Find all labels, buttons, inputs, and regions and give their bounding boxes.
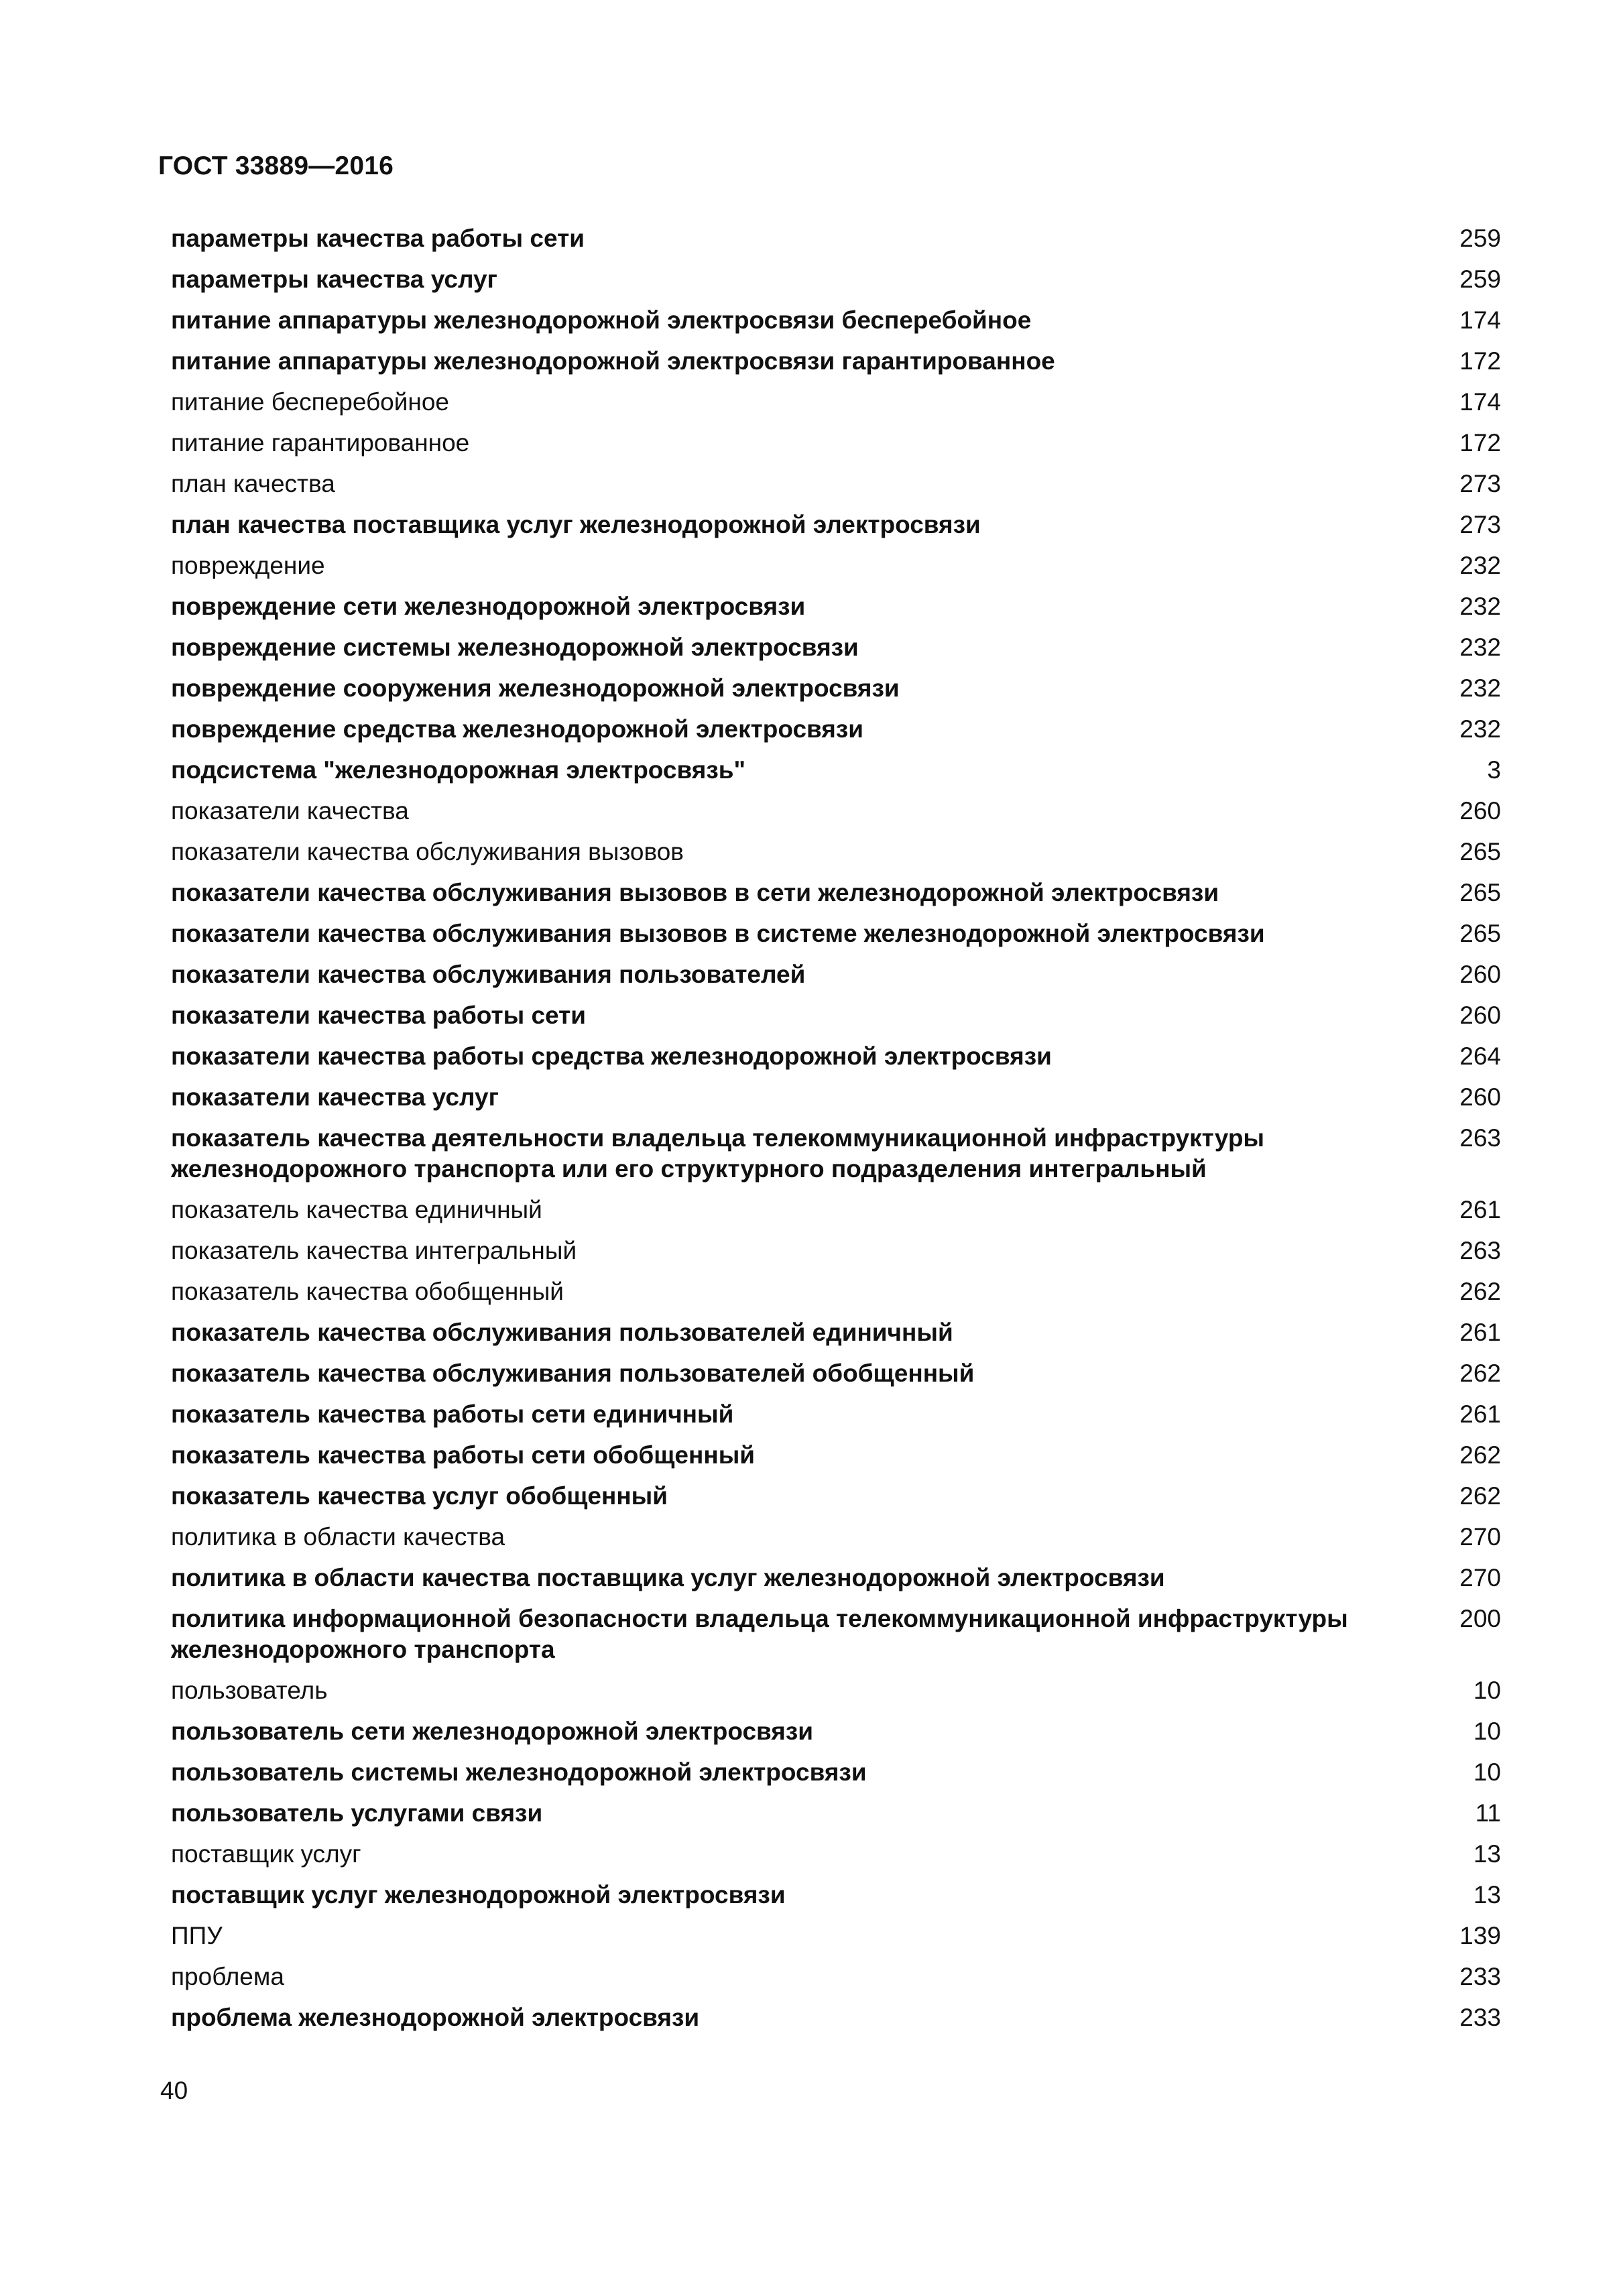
index-page-ref: 232 (1459, 715, 1501, 743)
index-entry (171, 1082, 1501, 1123)
index-term: питание бесперебойное (171, 388, 450, 416)
index-term: повреждение сети железнодорожной электросвязи (171, 593, 806, 620)
index-page-ref: 263 (1459, 1124, 1501, 1152)
index-page-ref: 261 (1459, 1196, 1501, 1223)
index-page-ref: 273 (1459, 511, 1501, 538)
index-term: проблема железнодорожной электросвязи (171, 2004, 700, 2031)
index-entry (171, 469, 1501, 509)
index-entry (171, 1440, 1501, 1481)
index-term: питание гарантированное (171, 429, 470, 457)
index-entry (171, 1000, 1501, 1041)
index-term: повреждение сооружения железнодорожной электросвязи (171, 674, 900, 702)
index-term: показатели качества обслуживания вызовов в сети железнодорожной электросвязи (171, 879, 1219, 906)
index-page-ref: 273 (1459, 470, 1501, 497)
index-entry (171, 1195, 1501, 1235)
index-term: пользователь системы железнодорожной электросвязи (171, 1758, 867, 1786)
index-page-ref: 10 (1473, 1677, 1501, 1704)
index-page-ref: 233 (1459, 1963, 1501, 1990)
index-page-ref: 260 (1459, 961, 1501, 988)
index-page-ref: 174 (1459, 306, 1501, 334)
index-page-ref: 262 (1459, 1482, 1501, 1510)
index-term: план качества (171, 470, 335, 497)
index-page-ref: 233 (1459, 2004, 1501, 2031)
index-entry (171, 959, 1501, 1000)
page-number: 40 (160, 2077, 188, 2104)
index-term: показатели качества обслуживания пользователей (171, 961, 806, 988)
index-page-ref: 264 (1459, 1042, 1501, 1070)
index-term: питание аппаратуры железнодорожной электросвязи гарантированное (171, 347, 1055, 375)
index-entry (171, 1522, 1501, 1563)
index-entry (171, 509, 1501, 550)
index-entry (171, 1276, 1501, 1317)
index-page-ref: 260 (1459, 1002, 1501, 1029)
index-page-ref: 200 (1459, 1605, 1501, 1632)
index-entry (171, 673, 1501, 714)
index-page-ref: 265 (1459, 920, 1501, 947)
index-term: политика информационной безопасности владельца телекоммуникационной инфраструктуры железнодорожного транспорта (171, 1605, 1348, 1663)
index-term: политика в области качества поставщика услуг железнодорожной электросвязи (171, 1564, 1165, 1591)
index-entry (171, 1604, 1501, 1675)
index-entry (171, 1675, 1501, 1716)
index-term: политика в области качества (171, 1523, 505, 1551)
document-header: ГОСТ 33889—2016 (158, 152, 394, 180)
index-entry (171, 2002, 1501, 2043)
index-page-ref: 10 (1473, 1717, 1501, 1745)
index-page-ref: 270 (1459, 1564, 1501, 1591)
index-page-ref: 11 (1475, 1799, 1501, 1827)
index-term: повреждение средства железнодорожной электросвязи (171, 715, 864, 743)
index-entry (171, 714, 1501, 755)
index-entry (171, 591, 1501, 632)
index-term: показатели качества обслуживания вызовов (171, 838, 684, 865)
index-term: повреждение системы железнодорожной электросвязи (171, 633, 859, 661)
index-page-ref: 172 (1459, 429, 1501, 457)
index-page-ref: 232 (1459, 633, 1501, 661)
index-term: параметры качества услуг (171, 265, 497, 293)
index-page-ref: 265 (1459, 838, 1501, 865)
index-entry (171, 346, 1501, 387)
index-term: показатель качества обслуживания пользователей обобщенный (171, 1360, 975, 1387)
index-entry (171, 1399, 1501, 1440)
index-page-ref: 265 (1459, 879, 1501, 906)
index-page-ref: 263 (1459, 1237, 1501, 1264)
index-term: план качества поставщика услуг железнодорожной электросвязи (171, 511, 981, 538)
index-page-ref: 261 (1459, 1400, 1501, 1428)
index-term: пользователь (171, 1677, 328, 1704)
index-term: параметры качества работы сети (171, 225, 585, 252)
index-term: показатель качества услуг обобщенный (171, 1482, 668, 1510)
index-entry (171, 837, 1501, 878)
index-page-ref: 3 (1487, 756, 1501, 784)
index-page-ref: 13 (1473, 1881, 1501, 1909)
index-entry (171, 264, 1501, 305)
index-entry (171, 918, 1501, 959)
index-entry (171, 1041, 1501, 1082)
index-page-ref: 232 (1459, 593, 1501, 620)
index-entry (171, 632, 1501, 673)
index-term: повреждение (171, 552, 325, 579)
index-term: показатель качества обобщенный (171, 1278, 564, 1305)
index-entry (171, 305, 1501, 346)
index-entry (171, 1481, 1501, 1522)
index-term: показатели качества работы сети (171, 1002, 587, 1029)
index-page-ref: 232 (1459, 674, 1501, 702)
index-term: пользователь услугами связи (171, 1799, 543, 1827)
index-page-ref: 261 (1459, 1319, 1501, 1346)
index-term: показатель качества обслуживания пользователей единичный (171, 1319, 953, 1346)
index-term: показатели качества работы средства железнодорожной электросвязи (171, 1042, 1052, 1070)
index-term: показатели качества (171, 797, 409, 825)
index-list (171, 223, 1501, 2043)
index-page-ref: 262 (1459, 1360, 1501, 1387)
index-term: подсистема "железнодорожная электросвязь" (171, 756, 746, 784)
index-page-ref: 259 (1459, 225, 1501, 252)
index-page-ref: 262 (1459, 1278, 1501, 1305)
index-term: показатели качества услуг (171, 1083, 499, 1111)
index-entry (171, 387, 1501, 428)
index-page-ref: 260 (1459, 797, 1501, 825)
index-page-ref: 10 (1473, 1758, 1501, 1786)
index-page-ref: 270 (1459, 1523, 1501, 1551)
index-term: показатели качества обслуживания вызовов в системе железнодорожной электросвязи (171, 920, 1265, 947)
index-page-ref: 262 (1459, 1441, 1501, 1469)
index-entry (171, 796, 1501, 837)
index-entry (171, 1880, 1501, 1921)
index-entry (171, 878, 1501, 918)
index-entry (171, 1921, 1501, 1961)
index-entry (171, 1123, 1501, 1195)
index-entry (171, 1757, 1501, 1798)
index-term: показатель качества работы сети единичный (171, 1400, 734, 1428)
index-term: питание аппаратуры железнодорожной электросвязи бесперебойное (171, 306, 1032, 334)
index-page-ref: 259 (1459, 265, 1501, 293)
index-entry (171, 1839, 1501, 1880)
index-entry (171, 1317, 1501, 1358)
index-page-ref: 139 (1459, 1922, 1501, 1949)
index-term: показатель качества интегральный (171, 1237, 577, 1264)
index-entry (171, 1358, 1501, 1399)
index-term: показатель качества работы сети обобщенный (171, 1441, 756, 1469)
index-entry (171, 1235, 1501, 1276)
index-term: поставщик услуг железнодорожной электросвязи (171, 1881, 786, 1909)
index-page-ref: 13 (1473, 1840, 1501, 1868)
index-entry (171, 550, 1501, 591)
index-entry (171, 428, 1501, 469)
index-page-ref: 232 (1459, 552, 1501, 579)
index-entry (171, 223, 1501, 264)
index-entry (171, 1563, 1501, 1604)
index-term: поставщик услуг (171, 1840, 361, 1868)
index-term: пользователь сети железнодорожной электросвязи (171, 1717, 814, 1745)
index-term: проблема (171, 1963, 284, 1990)
index-page-ref: 172 (1459, 347, 1501, 375)
index-entry (171, 1961, 1501, 2002)
index-entry (171, 1716, 1501, 1757)
index-term: показатель качества деятельности владельца телекоммуникационной инфраструктуры железнодорожного транспорта или его структурного подразделения интегральный (171, 1124, 1265, 1183)
index-page-ref: 260 (1459, 1083, 1501, 1111)
index-entry (171, 755, 1501, 796)
index-page-ref: 174 (1459, 388, 1501, 416)
index-term: показатель качества единичный (171, 1196, 542, 1223)
index-entry (171, 1798, 1501, 1839)
index-term: ППУ (171, 1922, 223, 1949)
